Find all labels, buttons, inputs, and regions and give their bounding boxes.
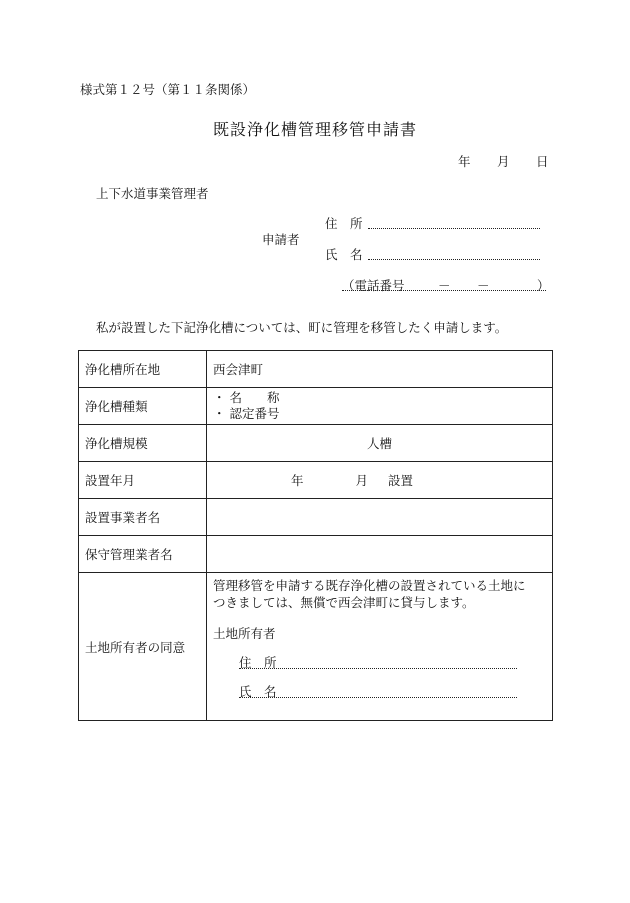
- date-day-label: 日: [536, 154, 549, 169]
- date-month-label: 月: [497, 154, 510, 169]
- owner-address-line[interactable]: [239, 668, 517, 669]
- install-date-value-cell[interactable]: [207, 462, 553, 499]
- owner-address-label: 住 所: [239, 655, 277, 670]
- date-year-label: 年: [458, 154, 471, 169]
- installer-label-cell: [79, 499, 207, 536]
- location-value: 西会津町: [213, 362, 264, 377]
- phone-dash-1: －: [438, 278, 451, 293]
- scale-label: 浄化槽規模: [85, 436, 148, 451]
- addressee: 上下水道事業管理者: [96, 186, 209, 201]
- install-date-label: 設置年月: [85, 473, 136, 488]
- install-date-label-cell: [79, 462, 207, 499]
- phone-dash-2: －: [477, 278, 490, 293]
- row-location: [79, 351, 553, 388]
- kind-value-cell[interactable]: [207, 388, 553, 425]
- form-number: 様式第１２号（第１１条関係）: [80, 82, 256, 97]
- kind-cert-label: ・ 認定番号: [213, 406, 280, 421]
- maintainer-label: 保守管理業者名: [85, 547, 173, 562]
- install-suffix-label: 設置: [387, 473, 413, 488]
- applicant-address-label: 住 所: [325, 216, 363, 231]
- kind-name-label: ・ 名 称: [213, 390, 280, 405]
- statement-text: 私が設置した下記浄化槽については、町に管理を移管したく申請します。: [96, 320, 508, 335]
- location-label-cell: [79, 351, 207, 388]
- applicant-name-label: 氏 名: [325, 247, 363, 262]
- kind-label: 浄化槽種類: [85, 399, 148, 414]
- install-month-label: 月: [355, 473, 368, 488]
- location-label: 浄化槽所在地: [85, 362, 161, 377]
- row-install-date: [79, 462, 553, 499]
- scale-unit: 人槽: [367, 436, 393, 451]
- owner-label: 土地所有者: [213, 626, 276, 641]
- installer-value-cell[interactable]: [207, 499, 553, 536]
- maintainer-label-cell: [79, 536, 207, 573]
- scale-value-cell[interactable]: [207, 425, 553, 462]
- row-scale: [79, 425, 553, 462]
- consent-label-cell: [79, 573, 207, 721]
- phone-open-label: （電話番号: [342, 278, 405, 293]
- installer-label: 設置事業者名: [85, 510, 161, 525]
- consent-text-line-1: 管理移管を申請する既存浄化槽の設置されている土地に: [213, 578, 526, 593]
- consent-value-cell: [207, 573, 553, 721]
- applicant-name-line[interactable]: [368, 259, 540, 260]
- kind-label-cell: [79, 388, 207, 425]
- phone-line[interactable]: [342, 290, 546, 291]
- applicant-address-line[interactable]: [368, 228, 540, 229]
- consent-text-line-2: つきましては、無償で西会津町に貸与します。: [213, 595, 475, 610]
- row-maintainer: [79, 536, 553, 573]
- scale-label-cell: [79, 425, 207, 462]
- maintainer-value-cell[interactable]: [207, 536, 553, 573]
- consent-label: 土地所有者の同意: [85, 639, 186, 655]
- phone-close-label: ）: [537, 278, 550, 293]
- applicant-label: 申請者: [262, 232, 300, 247]
- owner-name-label: 氏 名: [239, 684, 277, 699]
- owner-name-line[interactable]: [239, 697, 517, 698]
- location-value-cell[interactable]: [207, 351, 553, 388]
- application-table: [78, 350, 553, 721]
- install-year-label: 年: [291, 473, 304, 488]
- page-title: 既設浄化槽管理移管申請書: [212, 120, 417, 139]
- row-installer: [79, 499, 553, 536]
- row-kind: [79, 388, 553, 425]
- row-consent: [79, 573, 553, 721]
